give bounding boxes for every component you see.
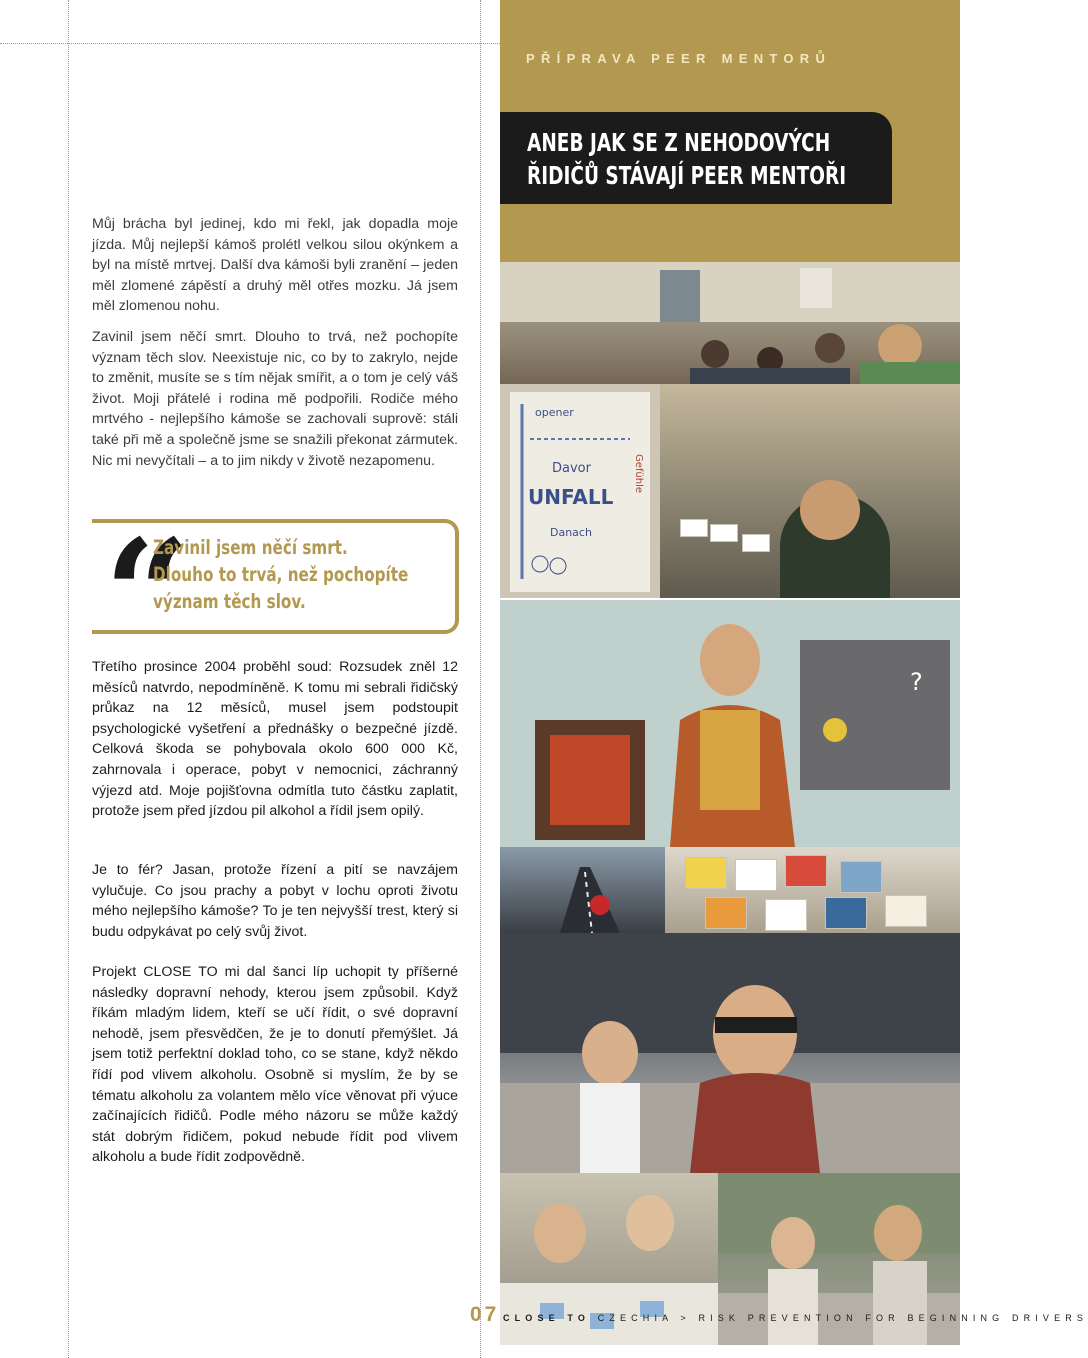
flipchart-side-label: Gefühle [633, 454, 644, 494]
article-title [527, 126, 847, 192]
paragraph-2: Zavinil jsem něčí smrt. Dlouho to trvá, než pochopíte význam těch slov. Neexistuje nic, co by to zakrylo, nejde to změnit, musíte se s tím nějak smířit, a o tom je celý váš život. Moji přátelé i rodina mě podpořili. Rodiče mého mrtvého - nejlepšího kámoše se zachovali suprově: stáli také při mě a společně jsme se snažili překonat zármutek. Nic mi nevyčítali – a to jim nikdy v životě nezapomenu. [92, 329, 458, 469]
paragraph-3: Třetího prosince 2004 proběhl soud: Rozsudek zněl 12 měsíců natvrdo, nepodmíněně. K tomu mi sebrali řidičský průkaz na 12 měsíců, musel jsem podstoupit psychologické vyšetření a přednášky o bezpečné jízdě. Celková škoda se pohybovala okolo 600 000 Kč, zahrnovala i operace, pobyt v nemocnici, záchranný výjezd atd. Moje pojišťovna odmítla tuto částku zaplatit, protože jsem před jízdou pil alkohol a řídil jsem opilý. [92, 659, 458, 820]
guide-line-center [480, 0, 481, 1358]
pull-quote [153, 534, 409, 615]
guide-line-left [68, 0, 69, 1358]
pull-quote-line-2: Dlouho to trvá, než pochopíte [153, 563, 409, 586]
photo-wall-cards [660, 384, 960, 598]
title-line-2: ŘIDIČŮ STÁVAJÍ PEER MENTOŘI [527, 161, 847, 190]
section-label: PŘÍPRAVA PEER MENTORŮ [526, 51, 832, 66]
quote-mark-icon: “ [104, 507, 191, 683]
footer-brand: CLOSE TO [503, 1313, 591, 1323]
flipchart-line-2: Davor [552, 461, 591, 476]
footer-subtitle: CZECHIA > RISK PREVENTION FOR BEGINNING DRIVERS [597, 1313, 1088, 1323]
paragraph-1: Můj brácha byl jedinej, kdo mi řekl, jak dopadla moje jízda. Můj nejlepší kámoš prolétl velkou silou okýnkem a byl na místě mrtvej. Další dva kámoši byli zranění – jeden měl zlomené zápěstí a druhý měl otřes mozku. Já jsem měl zlomenou nohu. [92, 216, 458, 315]
photo-road-painting [500, 847, 665, 933]
flipchart-line-3: UNFALL [528, 485, 614, 509]
paragraph-4: Je to fér? Jasan, protože řízení a pití se navzájem vylučuje. Co jsou prachy a pobyt v lochu oproti životu mého nejlepšího kámoše? To je ten nejvyšší trest, který si budu odpykávat po celý svůj život. [92, 862, 458, 940]
title-line-1: ANEB JAK SE Z NEHODOVÝCH [527, 128, 831, 157]
photo-posters-floor [665, 847, 960, 933]
photo-blindfold-car [500, 933, 960, 1173]
flipchart-line-1: opener [535, 406, 574, 419]
photo-group-workshop [500, 262, 960, 400]
pull-quote-line-1: Zavinil jsem něčí smrt. [153, 536, 348, 559]
pull-quote-line-3: význam těch slov. [153, 590, 306, 613]
page-number: 07 [470, 1303, 500, 1326]
flipchart-line-4: Danach [550, 526, 592, 539]
photo-flipchart [500, 384, 660, 598]
paragraph-5: Projekt CLOSE TO mi dal šanci líp uchopit ty příšerné následky dopravní nehody, kterou jsem způsobil. Když říkám mladým lidem, kteří se učí řídit, o své dopravní nehodě, jsem přesvědčen, že je to donutí přemýšlet. Já jsem totiž perfektní doklad toho, co se stane, když někdo řídí pod vlivem alkoholu. Osobně si myslím, že by se tématu alkoholu za volantem mělo více věnovat při výuce začínajících řidičů. Podle mého názoru se může každý stát dobrým řidičem, pokud nebude řídit pod vlivem alkoholu a bude řídit zodpovědně. [92, 964, 458, 1166]
footer-running-title [503, 1313, 1088, 1323]
photo-presenter [500, 600, 960, 847]
guide-line-top [0, 43, 500, 44]
speech-mark-icon: ? [910, 668, 923, 696]
